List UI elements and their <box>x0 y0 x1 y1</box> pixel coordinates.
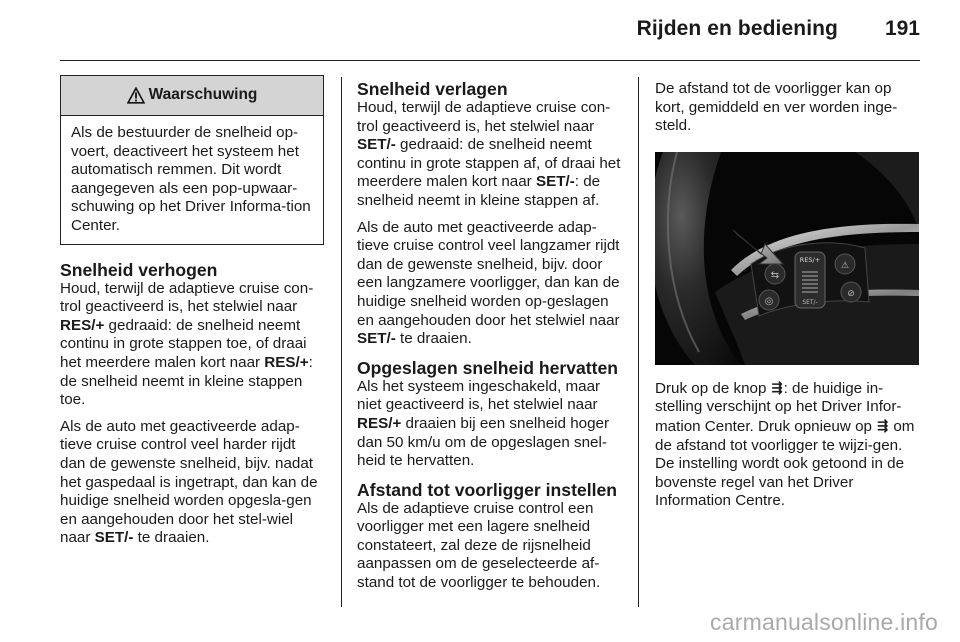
key-label: SET/- <box>357 330 396 348</box>
text-run: draaien bij een snelheid hoger dan 50 km/u om de opgeslagen snel-heid te hervatten. <box>357 414 610 470</box>
warning-title: Waarschuwing <box>148 86 258 104</box>
warning-triangle-icon <box>127 87 145 104</box>
header-rule <box>60 60 920 61</box>
paragraph <box>357 99 623 211</box>
svg-text:⚠: ⚠ <box>840 260 850 271</box>
heading-speed-up: Snelheid verhogen <box>60 259 218 280</box>
heading-resume: Opgeslagen snelheid hervatten <box>357 357 619 378</box>
paragraph <box>60 280 324 410</box>
text-run: Als de auto met geactiveerde adap-tieve cruise control veel harder rijdt dan de gewenste snelheid, bijv. nadat het gaspedaal is ingetrapt, dan kan de huidige snelheid worden opgesla-gen en aangehouden door het stel-wiel naar <box>60 417 318 547</box>
text-run: Als het systeem ingeschakeld, maar niet geactiveerd is, het stelwiel naar <box>357 377 601 414</box>
text-run: gedraaid: de snelheid neemt continu in grote stappen toe, of draai het meerdere malen kort naar <box>60 316 307 371</box>
column-1 <box>60 75 324 556</box>
key-label: SET/- <box>535 173 575 191</box>
paragraph <box>60 418 324 548</box>
text-run: Als de auto met geactiveerde adap-tieve cruise control veel langzamer rijdt dan de gewenste snelheid, bijv. door een langzamere voorligger, dan kan de huidige snelheid worden op-geslagen en aangehouden door het stelwiel naar <box>357 218 620 329</box>
column-2 <box>357 80 623 601</box>
paragraph: De afstand tot de voorligger kan op kort, gemiddeld en ver worden inge-steld. <box>655 80 898 135</box>
text-run: Druk op de knop <box>655 379 771 397</box>
res-label: RES/+ <box>799 255 821 264</box>
svg-text:SET/-: SET/- <box>802 298 818 306</box>
section-resume <box>357 359 623 471</box>
key-label: RES/+ <box>264 353 309 371</box>
section-speed-up <box>60 261 324 548</box>
distance-setting-icon: ⇶ <box>877 417 889 433</box>
text-run: gedraaid: de snelheid neemt continu in grote stappen af, of draai het meerdere malen kort naar <box>357 136 621 191</box>
key-label: SET/- <box>94 529 134 547</box>
warning-header <box>61 76 323 116</box>
text-run: : de snelheid neemt in kleine stappen af. <box>357 173 601 209</box>
text-run: Houd, terwijl de adaptieve cruise con-trol geactiveerd is, het stelwiel naar <box>60 279 314 316</box>
text-run: te draaien. <box>133 529 210 547</box>
column-divider-2 <box>638 77 639 607</box>
text-run: te draaien. <box>395 330 472 348</box>
key-label: RES/+ <box>60 316 105 334</box>
svg-text:⊘: ⊘ <box>847 288 855 299</box>
distance-setting-icon: ⇶ <box>771 379 783 395</box>
page-number: 191 <box>884 17 920 40</box>
paragraph <box>357 219 623 349</box>
text-run: Houd, terwijl de adaptieve cruise con-trol geactiveerd is, het stelwiel naar <box>357 99 611 135</box>
paragraph: Als de adaptieve cruise control een voorligger met een lagere snelheid constateert, zal deze de rijsnelheid aanpassen om de geselecteerde af-stand tot de voorligger te behouden. <box>357 499 601 592</box>
running-header-title: Rijden en bediening <box>636 17 838 40</box>
heading-speed-down: Snelheid verlagen <box>357 79 508 99</box>
warning-text: Als de bestuurder de snelheid op-voert, deactiveert het systeem het automatisch remmen. Dit wordt aangegeven als een pop-upwaar-schuwing op het Driver Informa-tion Center. <box>71 124 311 234</box>
column-divider-1 <box>341 77 342 607</box>
paragraph <box>655 379 921 511</box>
key-label: SET/- <box>357 136 396 154</box>
warning-box <box>60 75 324 245</box>
section-distance <box>357 481 623 593</box>
heading-distance: Afstand tot voorligger instellen <box>357 479 618 500</box>
paragraph <box>357 378 623 471</box>
text-run: : de snelheid neemt in kleine stappen toe. <box>60 353 313 409</box>
text-run: om de afstand tot voorligger te wijzi-gen. De instelling wordt ook getoond in de bovenste regel van het Driver Information Centre. <box>655 417 915 510</box>
section-speed-down <box>357 80 623 349</box>
svg-text:◎: ◎ <box>764 295 774 307</box>
column-3 <box>655 80 921 519</box>
svg-text:⇆: ⇆ <box>770 269 780 281</box>
text-run: : de huidige in-stelling verschijnt op het Driver Infor-mation Center. Druk opnieuw op <box>655 379 902 435</box>
steering-wheel-photo <box>655 152 919 365</box>
key-label: RES/+ <box>357 414 402 432</box>
watermark[interactable]: carmanualsonline.info <box>710 609 938 635</box>
